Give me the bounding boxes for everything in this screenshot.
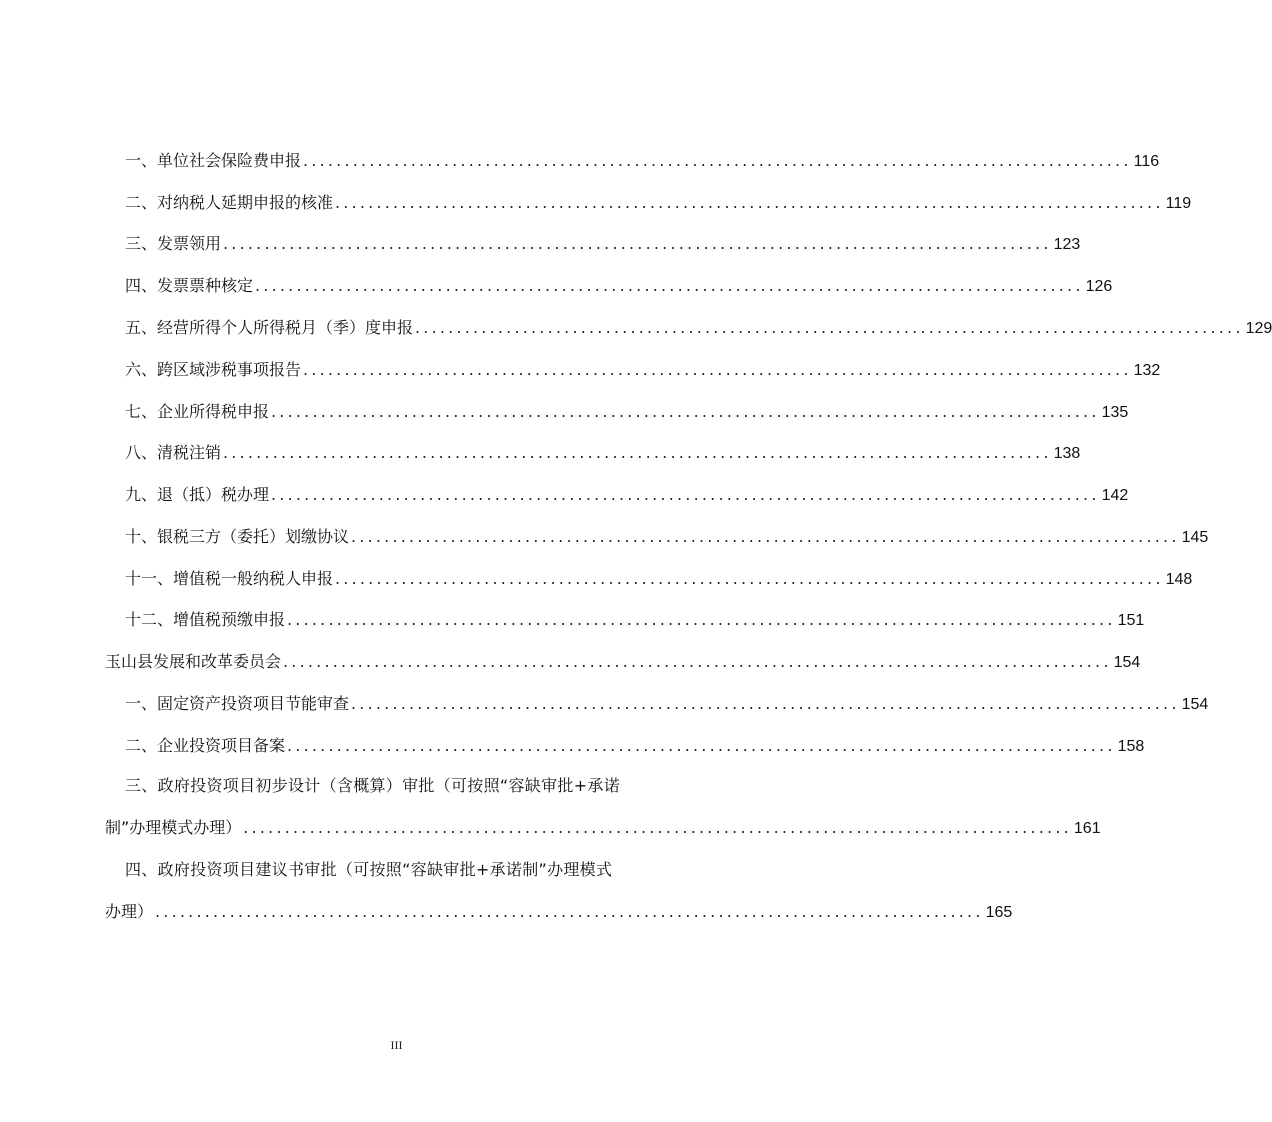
- toc-leader: ....................................................................................................: [255, 276, 1084, 295]
- toc-leader: ....................................................................................................: [287, 736, 1116, 755]
- toc-entry[interactable]: [105, 694, 1209, 714]
- toc-page-number: 145: [1181, 529, 1209, 546]
- toc-entry[interactable]: [105, 402, 1129, 422]
- toc-leader: ....................................................................................................: [155, 902, 984, 921]
- toc-leader: ....................................................................................................: [335, 569, 1164, 588]
- toc-leader: ....................................................................................................: [283, 652, 1112, 671]
- toc-entry-title: 二、企业投资项目备案: [125, 736, 286, 755]
- toc-entry[interactable]: [105, 569, 1193, 589]
- toc-entry[interactable]: [105, 527, 1209, 547]
- toc-section-title: 玉山县发展和改革委员会: [105, 652, 282, 671]
- toc-entry[interactable]: [105, 776, 1101, 838]
- toc-entry-title: 一、固定资产投资项目节能审查: [125, 694, 350, 713]
- page-number-footer: III: [390, 1038, 403, 1052]
- toc-entry-title: 三、政府投资项目初步设计（含概算）审批（可按照“容缺审批+承诺: [125, 776, 620, 795]
- toc-leader: ....................................................................................................: [415, 318, 1244, 337]
- toc-entry-title: 二、对纳税人延期申报的核准: [125, 193, 334, 212]
- toc-page-number: 138: [1053, 445, 1081, 462]
- toc-leader: ....................................................................................................: [223, 234, 1052, 253]
- toc-page-number: 135: [1101, 404, 1129, 421]
- toc-entry[interactable]: [105, 736, 1145, 756]
- toc-page-number: 142: [1101, 487, 1129, 504]
- toc-entry-title: 十、银税三方（委托）划缴协议: [125, 527, 350, 546]
- toc-entry-title-continued: 制”办理模式办理）: [105, 818, 242, 837]
- toc-entry[interactable]: [105, 360, 1161, 380]
- toc-page-number: 151: [1117, 612, 1145, 629]
- toc-page-number: 154: [1181, 696, 1209, 713]
- toc-page-number: 116: [1133, 153, 1160, 170]
- toc-entry-title: 六、跨区域涉税事项报告: [125, 360, 302, 379]
- toc-entry-title: 一、单位社会保险费申报: [125, 151, 302, 170]
- toc-entry-title: 七、企业所得税申报: [125, 402, 270, 421]
- toc-entry-title: 十二、增值税预缴申报: [125, 610, 286, 629]
- toc-page-number: 161: [1073, 820, 1101, 837]
- toc-page-number: 158: [1117, 738, 1145, 755]
- toc-entry-title: 九、退（抵）税办理: [125, 485, 270, 504]
- toc-entry-title: 四、政府投资项目建议书审批（可按照“容缺审批+承诺制”办理模式: [125, 860, 613, 879]
- toc-section-entry[interactable]: [105, 652, 1141, 672]
- toc-page-number: 148: [1165, 571, 1193, 588]
- toc-entry[interactable]: [105, 318, 1272, 338]
- toc-entry-title: 三、发票领用: [125, 234, 222, 253]
- toc-page-number: 126: [1085, 278, 1113, 295]
- toc-page-number: 165: [985, 904, 1013, 921]
- toc-page-number: 132: [1133, 362, 1161, 379]
- toc-entry-title: 十一、增值税一般纳税人申报: [125, 569, 334, 588]
- toc-leader: ....................................................................................................: [287, 610, 1116, 629]
- toc-leader: ....................................................................................................: [351, 527, 1180, 546]
- toc-page-number: 119: [1165, 195, 1192, 212]
- toc-entry-title: 八、清税注销: [125, 443, 222, 462]
- toc-entry[interactable]: [105, 193, 1192, 213]
- toc-entry[interactable]: [105, 443, 1081, 463]
- toc-entry-title: 四、发票票种核定: [125, 276, 254, 295]
- toc-page-number: 154: [1113, 654, 1141, 671]
- toc-page-number: 129: [1245, 320, 1272, 337]
- toc-leader: ....................................................................................................: [223, 443, 1052, 462]
- toc-leader: ....................................................................................................: [271, 402, 1100, 421]
- toc-leader: ....................................................................................................: [335, 193, 1164, 212]
- toc-entry-title: 五、经营所得个人所得税月（季）度申报: [125, 318, 414, 337]
- toc-entry[interactable]: [105, 610, 1145, 630]
- toc-entry[interactable]: [105, 860, 1013, 922]
- toc-entry[interactable]: [105, 151, 1160, 171]
- toc-leader: ....................................................................................................: [271, 485, 1100, 504]
- toc-page-number: 123: [1053, 236, 1081, 253]
- toc-entry[interactable]: [105, 276, 1113, 296]
- toc-leader: ....................................................................................................: [351, 694, 1180, 713]
- toc-entry-title-continued: 办理）: [105, 902, 154, 921]
- toc-entry[interactable]: [105, 485, 1129, 505]
- toc-leader: ....................................................................................................: [243, 818, 1072, 837]
- toc-leader: ....................................................................................................: [303, 151, 1132, 170]
- toc-entry[interactable]: [105, 234, 1081, 254]
- toc-leader: ....................................................................................................: [303, 360, 1132, 379]
